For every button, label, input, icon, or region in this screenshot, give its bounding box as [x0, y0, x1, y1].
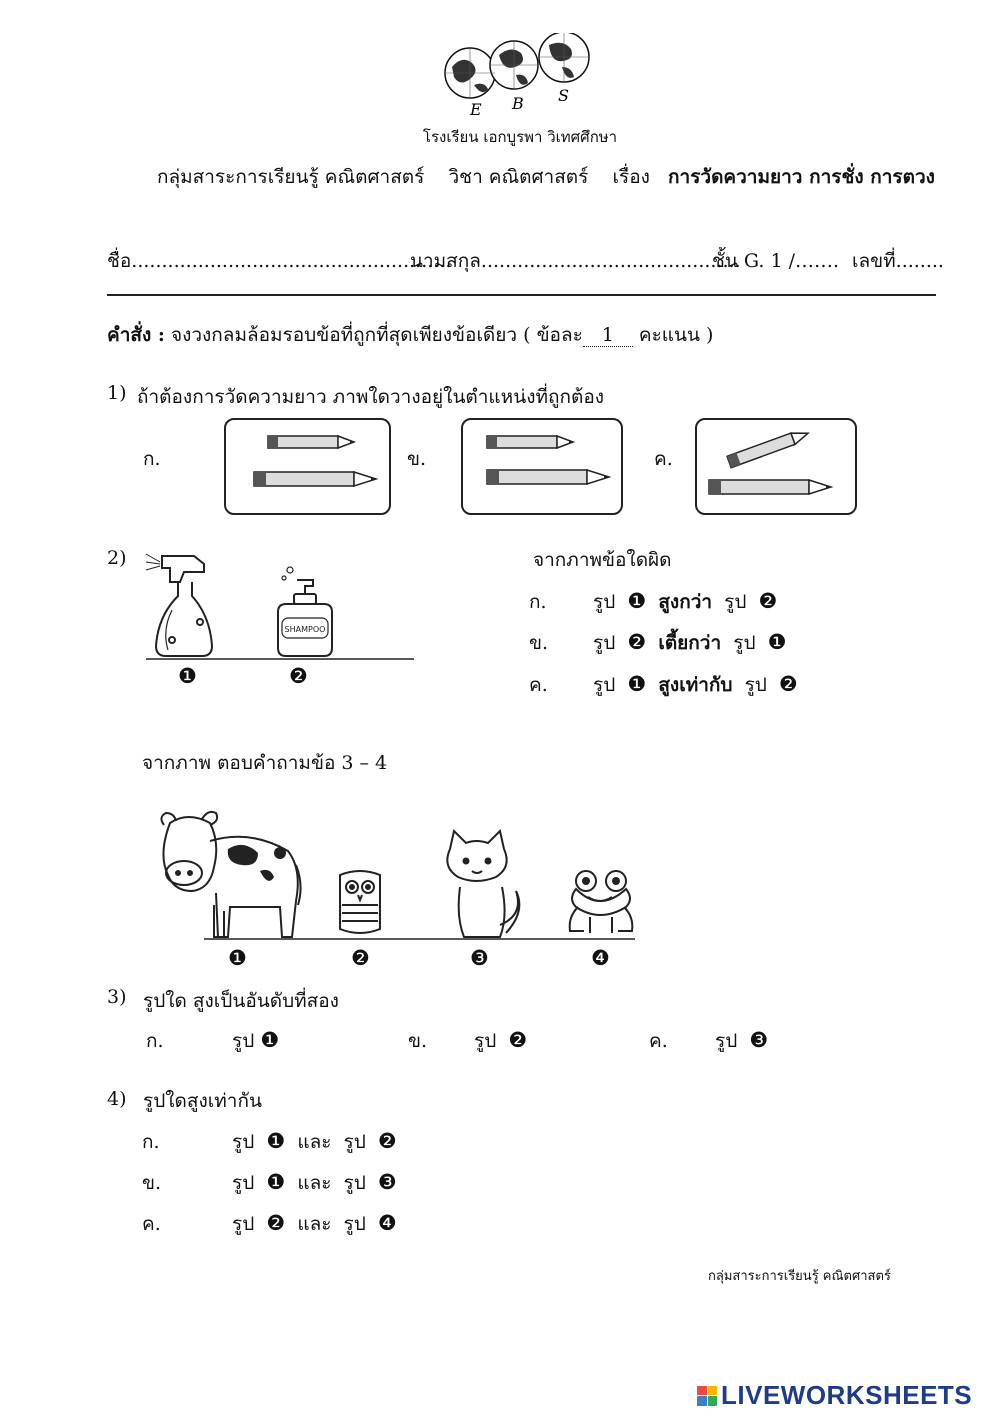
- owl-icon: [340, 871, 380, 933]
- q2-option-a-fig2: รูป: [724, 591, 747, 613]
- animal-label-1: ❶: [228, 946, 247, 970]
- q1-option-c-letter[interactable]: ค.: [654, 448, 673, 470]
- q4-option-b-mark2: ❸: [377, 1170, 397, 1194]
- q3-option-b[interactable]: [408, 1026, 527, 1056]
- header-group: กลุ่มสาระการเรียนรู้ คณิตศาสตร์: [157, 166, 425, 188]
- logo-letter-e: E: [470, 100, 482, 118]
- q2-option-b-fig2: รูป: [733, 632, 756, 654]
- q34-intro: จากภาพ ตอบคำถามข้อ 3 – 4: [142, 752, 388, 774]
- student-surname-field[interactable]: นามสกุล...........................................: [410, 250, 741, 272]
- q4-option-b-mark1: ❶: [266, 1170, 286, 1194]
- q4-text: รูปใดสูงเท่ากัน: [143, 1090, 262, 1112]
- q3-option-a-letter: ก.: [146, 1030, 164, 1052]
- header-subject: วิชา คณิตศาสตร์: [448, 166, 589, 188]
- q2-option-b-letter: ข.: [529, 632, 549, 654]
- cow-icon: [161, 812, 300, 937]
- q2-option-a-mark1: ❶: [627, 589, 647, 613]
- instruction: [107, 320, 713, 350]
- school-name: โรงเรียน เอกบูรพา วิเทศศึกษา: [422, 128, 618, 146]
- q3-option-a-mark: ❶: [260, 1028, 280, 1052]
- animal-label-2: ❷: [351, 946, 370, 970]
- logo-letter-b: B: [512, 94, 524, 113]
- frog-icon: [570, 871, 633, 933]
- q3-option-a-label: รูป: [232, 1030, 255, 1052]
- q4-option-b-and: และ: [297, 1172, 332, 1194]
- q3-number: 3): [107, 986, 127, 1008]
- q2-option-c[interactable]: [529, 670, 798, 700]
- animal-label-4: ❹: [591, 946, 610, 970]
- q4-option-c-and: และ: [297, 1213, 332, 1235]
- q1-text: ถ้าต้องการวัดความยาว ภาพใดวางอยู่ในตำแหน่งที่ถูกต้อง: [137, 386, 605, 408]
- instruction-points: 1: [583, 324, 633, 347]
- q3-option-c[interactable]: [649, 1026, 768, 1056]
- pencil-icon: [727, 428, 810, 468]
- header-line: [157, 162, 935, 192]
- spray-bottle-icon: [146, 554, 212, 656]
- q2-option-c-fig: รูป: [593, 674, 616, 696]
- q1-option-b-image[interactable]: [461, 418, 623, 515]
- q1-number: 1): [107, 382, 127, 404]
- q4-option-c-letter: ค.: [142, 1213, 161, 1235]
- q4-option-a-mark1: ❶: [266, 1129, 286, 1153]
- watermark-brand: LIVEWORKSHEETS: [721, 1380, 973, 1410]
- q1-option-a-letter[interactable]: ก.: [143, 448, 161, 470]
- q3-option-b-mark: ❷: [508, 1028, 528, 1052]
- school-logo: [444, 33, 594, 118]
- q2-number: 2): [107, 547, 127, 569]
- header-topic-label: เรื่อง: [612, 166, 650, 188]
- logo-letter-s: S: [558, 86, 569, 105]
- q3-option-a[interactable]: [146, 1026, 279, 1056]
- bottle-label: SHAMPOO: [284, 625, 326, 634]
- q2-option-b-mark1: ❷: [627, 630, 647, 654]
- pencil-icon: [254, 472, 376, 486]
- pencil-icon: [709, 480, 831, 494]
- q2-option-c-relation: สูงเท่ากับ: [658, 674, 733, 696]
- q4-option-a-fig: รูป: [232, 1131, 255, 1153]
- q2-prompt: จากภาพข้อใดผิด: [533, 549, 672, 571]
- student-grade-field[interactable]: ชั้น G. 1 /…….: [712, 250, 840, 272]
- q1-option-b-letter[interactable]: ข.: [407, 448, 427, 470]
- q4-option-c-mark1: ❷: [266, 1211, 286, 1235]
- q3-option-c-mark: ❸: [749, 1028, 769, 1052]
- liveworksheets-logo-icon: [697, 1386, 717, 1406]
- q3-option-c-letter: ค.: [649, 1030, 668, 1052]
- q4-option-a[interactable]: [142, 1127, 397, 1157]
- q2-option-a-letter: ก.: [529, 591, 547, 613]
- q4-option-a-fig2: รูป: [343, 1131, 366, 1153]
- student-number-field[interactable]: เลขที่........: [852, 250, 944, 272]
- cat-icon: [447, 831, 519, 937]
- q3-text: รูปใด สูงเป็นอันดับที่สอง: [143, 990, 339, 1012]
- animal-label-3: ❸: [470, 946, 489, 970]
- q2-fig-label-2: ❷: [289, 664, 308, 688]
- q2-option-a[interactable]: [529, 587, 777, 617]
- instruction-text: จงวงกลมล้อมรอบข้อที่ถูกที่สุดเพียงข้อเดียว ( ข้อละ: [170, 324, 583, 346]
- instruction-tail: คะแนน ): [638, 324, 714, 346]
- q2-option-b-mark2: ❶: [767, 630, 787, 654]
- q3-option-b-label: รูป: [474, 1030, 497, 1052]
- q2-option-c-mark2: ❷: [778, 672, 798, 696]
- pencil-icon: [487, 436, 573, 448]
- q2-option-b-fig: รูป: [593, 632, 616, 654]
- q2-option-a-fig: รูป: [593, 591, 616, 613]
- q2-option-c-fig2: รูป: [744, 674, 767, 696]
- q2-option-a-mark2: ❷: [758, 589, 778, 613]
- q3-option-b-letter: ข.: [408, 1030, 428, 1052]
- q2-option-a-relation: สูงกว่า: [658, 591, 713, 613]
- q4-option-a-mark2: ❷: [377, 1129, 397, 1153]
- q2-option-b[interactable]: [529, 628, 786, 658]
- q4-option-b-fig: รูป: [232, 1172, 255, 1194]
- q2-figure: [142, 540, 417, 665]
- q2-option-b-relation: เตี้ยกว่า: [658, 632, 722, 654]
- student-name-field[interactable]: ชื่อ.....................................................: [107, 250, 452, 272]
- pencil-icon: [268, 436, 354, 448]
- q2-fig-label-1: ❶: [178, 664, 197, 688]
- q2-option-c-letter: ค.: [529, 674, 548, 696]
- animals-figure: [150, 805, 645, 945]
- q1-option-a-image[interactable]: [224, 418, 391, 515]
- q4-option-c-fig2: รูป: [343, 1213, 366, 1235]
- header-divider: [107, 294, 936, 296]
- q4-option-a-letter: ก.: [142, 1131, 160, 1153]
- q3-option-c-label: รูป: [715, 1030, 738, 1052]
- instruction-label: คำสั่ง :: [107, 324, 165, 346]
- q4-option-a-and: และ: [297, 1131, 332, 1153]
- q4-option-c-mark2: ❹: [377, 1211, 397, 1235]
- q4-option-c-fig: รูป: [232, 1213, 255, 1235]
- header-topic: การวัดความยาว การชั่ง การตวง: [668, 166, 935, 188]
- q2-option-c-mark1: ❶: [627, 672, 647, 696]
- q1-option-c-image[interactable]: [695, 418, 857, 515]
- q4-option-b-fig2: รูป: [343, 1172, 366, 1194]
- liveworksheets-watermark[interactable]: [697, 1380, 972, 1411]
- q4-number: 4): [107, 1088, 127, 1110]
- q4-option-c[interactable]: [142, 1209, 397, 1239]
- q4-option-b[interactable]: [142, 1168, 397, 1198]
- pencil-icon: [487, 470, 609, 484]
- q4-option-b-letter: ข.: [142, 1172, 162, 1194]
- shampoo-bottle-icon: [278, 567, 332, 656]
- page-footer: กลุ่มสาระการเรียนรู้ คณิตศาสตร์: [708, 1269, 891, 1284]
